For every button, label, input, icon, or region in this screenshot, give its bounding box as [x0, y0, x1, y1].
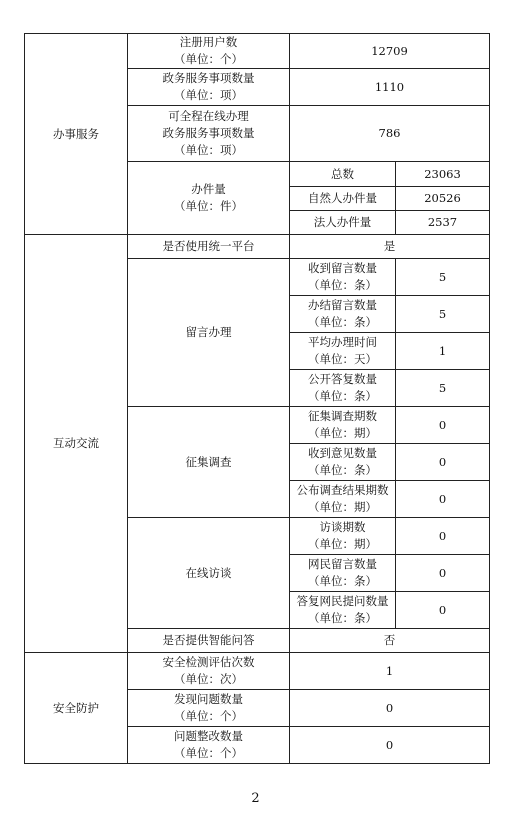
section-service-name: 办事服务 [25, 34, 128, 235]
statistics-table [24, 33, 490, 764]
cases-legal-label: 法人办件量 [290, 211, 396, 235]
survey-results-label: 公布调查结果期数 （单位：期） [290, 481, 396, 518]
messages-public-replies-value: 5 [396, 370, 490, 407]
interview-name: 在线访谈 [128, 518, 290, 629]
messages-public-replies-label: 公开答复数量 （单位：条） [290, 370, 396, 407]
cases-natural-value: 20526 [396, 187, 490, 211]
messages-avg-time-label: 平均办理时间 （单位：天） [290, 333, 396, 370]
survey-opinions-label: 收到意见数量 （单位：条） [290, 444, 396, 481]
cases-total-value: 23063 [396, 162, 490, 187]
assessments-label: 安全检测评估次数 （单位：次） [128, 653, 290, 690]
interview-periods-value: 0 [396, 518, 490, 555]
section-interaction-name: 互动交流 [25, 235, 128, 653]
registered-users-value: 12709 [290, 34, 490, 69]
interview-periods-label: 访谈期数 （单位：期） [290, 518, 396, 555]
interview-answers-label: 答复网民提问数量 （单位：条） [290, 592, 396, 629]
unified-platform-value: 是 [290, 235, 490, 259]
cases-legal-value: 2537 [396, 211, 490, 235]
survey-periods-value: 0 [396, 407, 490, 444]
issues-found-label: 发现问题数量 （单位：个） [128, 690, 290, 727]
messages-received-label: 收到留言数量 （单位：条） [290, 259, 396, 296]
survey-periods-label: 征集调查期数 （单位：期） [290, 407, 396, 444]
cases-total-label: 总数 [290, 162, 396, 187]
issues-found-value: 0 [290, 690, 490, 727]
cases-natural-label: 自然人办件量 [290, 187, 396, 211]
online-items-value: 786 [290, 106, 490, 162]
messages-name: 留言办理 [128, 259, 290, 407]
messages-received-value: 5 [396, 259, 490, 296]
service-items-label: 政务服务事项数量 （单位：项） [128, 69, 290, 106]
section-security-name: 安全防护 [25, 653, 128, 764]
registered-users-label: 注册用户数 （单位：个） [128, 34, 290, 69]
smart-qa-label: 是否提供智能问答 [128, 629, 290, 653]
survey-name: 征集调查 [128, 407, 290, 518]
smart-qa-value: 否 [290, 629, 490, 653]
messages-handled-value: 5 [396, 296, 490, 333]
service-items-value: 1110 [290, 69, 490, 106]
table-row [25, 653, 490, 690]
table-row [25, 34, 490, 69]
interview-questions-label: 网民留言数量 （单位：条） [290, 555, 396, 592]
online-items-label: 可全程在线办理 政务服务事项数量 （单位：项） [128, 106, 290, 162]
issues-fixed-label: 问题整改数量 （单位：个） [128, 727, 290, 764]
survey-results-value: 0 [396, 481, 490, 518]
interview-questions-value: 0 [396, 555, 490, 592]
assessments-value: 1 [290, 653, 490, 690]
messages-handled-label: 办结留言数量 （单位：条） [290, 296, 396, 333]
survey-opinions-value: 0 [396, 444, 490, 481]
cases-label: 办件量 （单位：件） [128, 162, 290, 235]
page-number: 2 [251, 791, 260, 806]
unified-platform-label: 是否使用统一平台 [128, 235, 290, 259]
issues-fixed-value: 0 [290, 727, 490, 764]
table-row [25, 235, 490, 259]
messages-avg-time-value: 1 [396, 333, 490, 370]
interview-answers-value: 0 [396, 592, 490, 629]
